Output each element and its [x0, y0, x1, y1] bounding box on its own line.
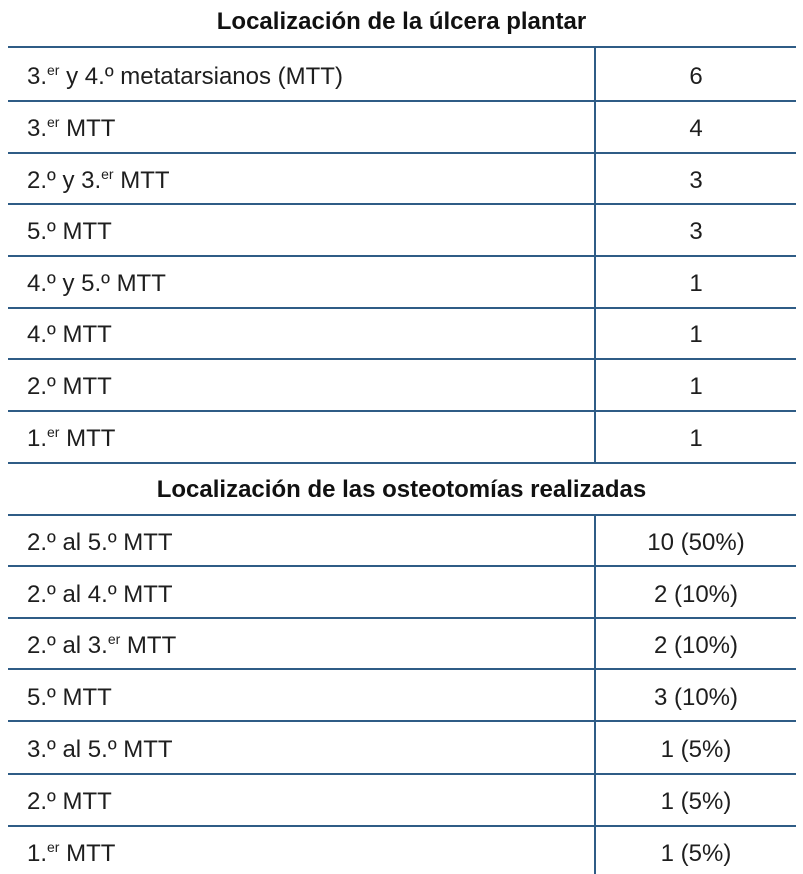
- row-divider: [8, 203, 796, 205]
- row-value: 1: [689, 373, 703, 400]
- row-value: 4: [689, 115, 703, 142]
- row-label: 2.º al 5.º MTT: [27, 529, 173, 556]
- row-label: 2.º MTT: [27, 373, 112, 400]
- row-divider: [8, 825, 796, 827]
- row-value: 3: [689, 218, 703, 245]
- row-value: 2 (10%): [653, 632, 739, 659]
- row-label: 5.º MTT: [27, 218, 112, 245]
- row-value: 3 (10%): [653, 684, 739, 711]
- row-divider: [8, 773, 796, 775]
- row-label: 1.$^{er}$ MTT: [27, 424, 116, 452]
- row-value: 1 (5%): [660, 736, 732, 763]
- section-bottom-rule: [8, 462, 796, 464]
- row-divider: [8, 307, 796, 309]
- row-divider: [8, 410, 796, 412]
- row-label: 2.º MTT: [27, 788, 112, 815]
- row-label: 2.º al 3.$^{er}$ MTT: [27, 631, 177, 659]
- row-value: 1 (5%): [660, 788, 732, 815]
- section-top-rule: [8, 46, 796, 48]
- row-divider: [8, 565, 796, 567]
- row-label: 4.º MTT: [27, 321, 112, 348]
- row-divider: [8, 720, 796, 722]
- section-top-rule: [8, 514, 796, 516]
- row-label: 5.º MTT: [27, 684, 112, 711]
- row-label: 2.º y 3.$^{er}$ MTT: [27, 166, 170, 194]
- row-value: 6: [689, 63, 703, 90]
- row-value: 2 (10%): [653, 581, 739, 608]
- row-divider: [8, 617, 796, 619]
- section-title-ulcer-location: Localización de la úlcera plantar: [216, 8, 587, 35]
- row-label: 3.$^{er}$ MTT: [27, 114, 116, 142]
- row-label: 3.º al 5.º MTT: [27, 736, 173, 763]
- row-divider: [8, 152, 796, 154]
- row-value: 3: [689, 167, 703, 194]
- row-value: 1: [689, 321, 703, 348]
- row-value: 1 (5%): [660, 840, 732, 867]
- row-label: 4.º y 5.º MTT: [27, 270, 166, 297]
- row-label: 3.$^{er}$ y 4.º metatarsianos (MTT): [27, 62, 343, 90]
- row-divider: [8, 668, 796, 670]
- row-value: 10 (50%): [647, 529, 745, 556]
- row-value: 1: [689, 270, 703, 297]
- row-divider: [8, 100, 796, 102]
- section-title-osteotomy-location: Localización de las osteotomías realizadas: [156, 476, 647, 503]
- row-value: 1: [689, 425, 703, 452]
- row-label: 1.$^{er}$ MTT: [27, 839, 116, 867]
- row-divider: [8, 358, 796, 360]
- row-divider: [8, 255, 796, 257]
- row-label: 2.º al 4.º MTT: [27, 581, 173, 608]
